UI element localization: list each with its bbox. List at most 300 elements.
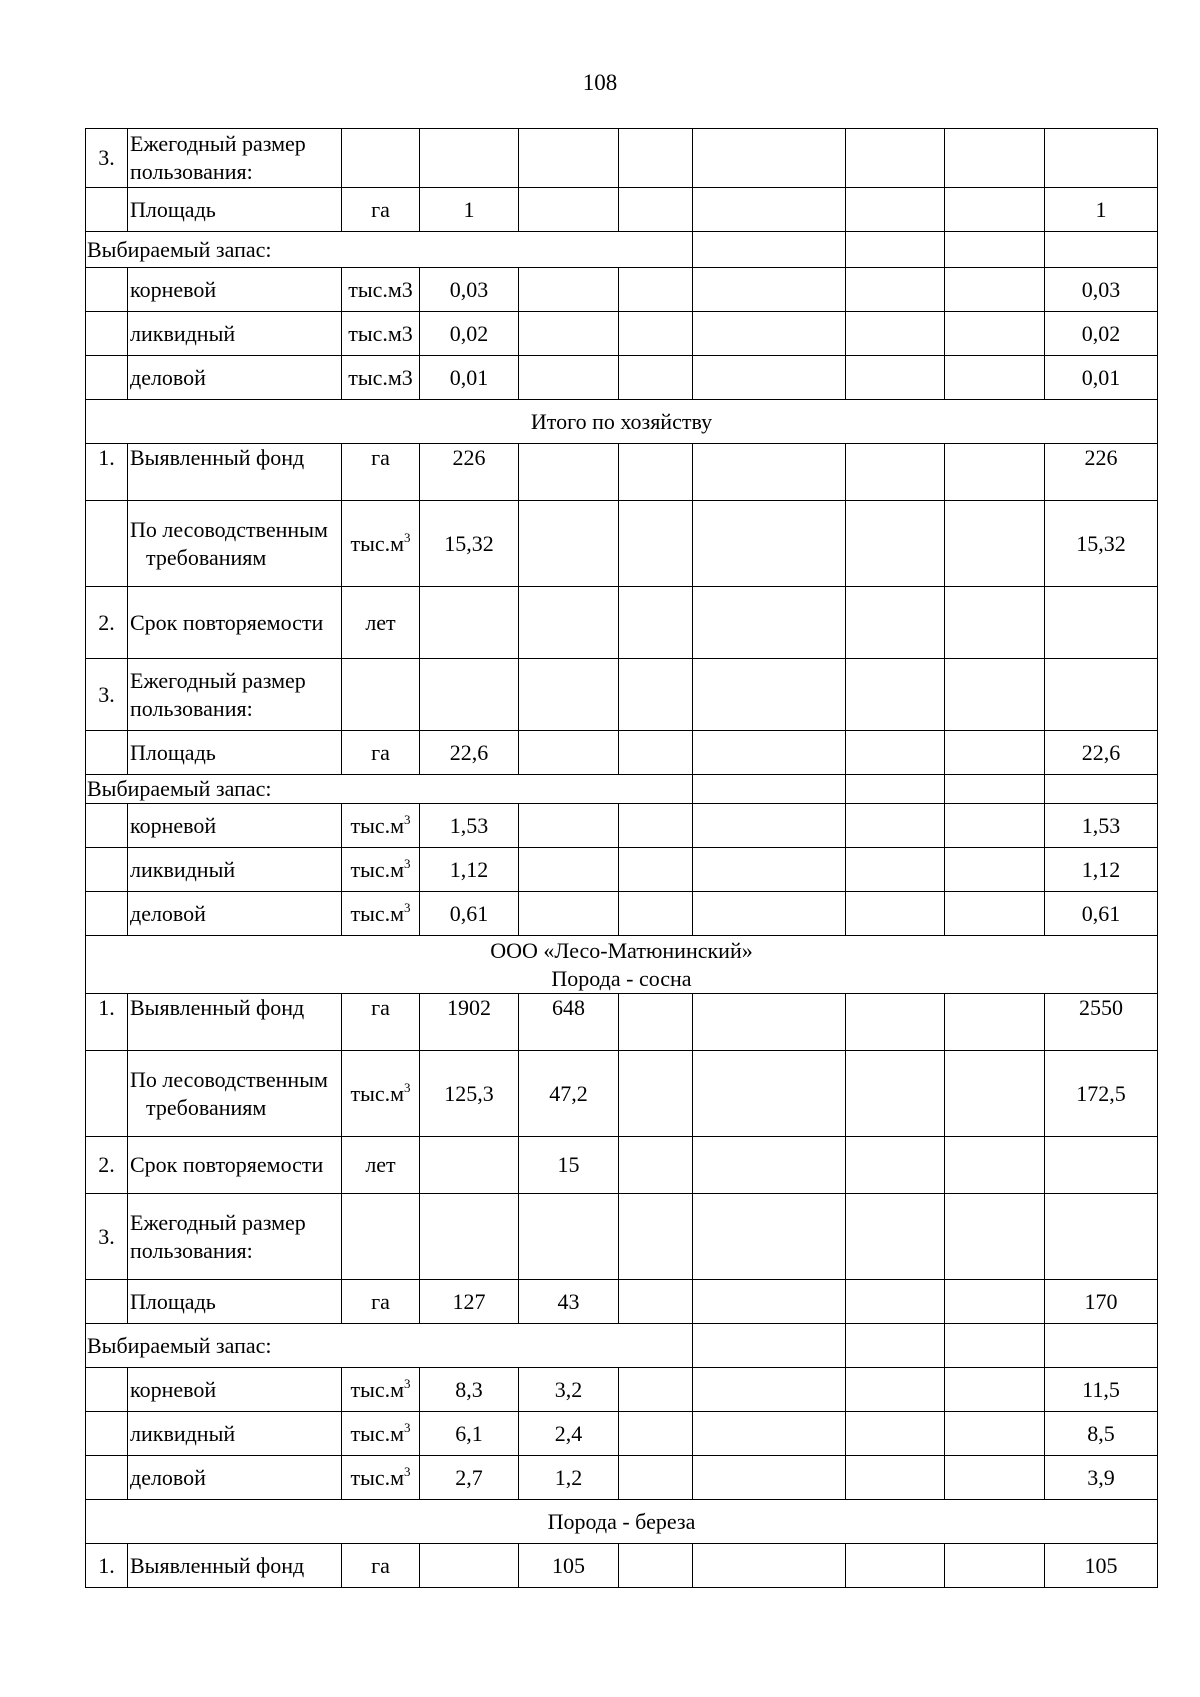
table-row xyxy=(86,659,1158,731)
value-text: 15,32 xyxy=(444,530,494,556)
col-7 xyxy=(846,775,945,804)
table-row xyxy=(86,1194,1158,1280)
table-row xyxy=(86,400,1158,444)
col-5 xyxy=(619,1412,693,1456)
value-col-1 xyxy=(420,444,519,501)
col-5 xyxy=(619,188,693,232)
col-5 xyxy=(619,356,693,400)
section-header xyxy=(86,936,1158,994)
row-label-text: ликвидный xyxy=(130,856,236,882)
value-text: 3,2 xyxy=(554,1376,583,1402)
row-label-text: По лесоводственным требованиям xyxy=(130,516,328,570)
col-6 xyxy=(693,994,846,1051)
table-row xyxy=(86,444,1158,501)
row-label xyxy=(128,1412,342,1456)
value-col-1 xyxy=(420,848,519,892)
total-text: 0,03 xyxy=(1081,276,1121,302)
value-text: 0,01 xyxy=(449,364,489,390)
row-number xyxy=(86,587,128,659)
col-6 xyxy=(693,1194,846,1280)
col-6 xyxy=(693,1456,846,1500)
col-8 xyxy=(945,1412,1045,1456)
value-text: 125,3 xyxy=(444,1080,494,1106)
row-unit-text: тыс.м xyxy=(350,812,405,838)
col-6 xyxy=(693,232,846,268)
col-6 xyxy=(693,268,846,312)
row-number xyxy=(86,804,128,848)
col-7 xyxy=(846,1324,945,1368)
row-unit xyxy=(342,659,420,731)
row-number xyxy=(86,444,128,501)
value-col-2 xyxy=(519,731,619,775)
col-7 xyxy=(846,312,945,356)
total-text: 0,02 xyxy=(1081,320,1121,346)
row-label xyxy=(128,731,342,775)
row-label xyxy=(128,1137,342,1194)
unit-superscript: 3 xyxy=(404,855,411,871)
table-row xyxy=(86,1280,1158,1324)
col-7 xyxy=(846,1194,945,1280)
col-8 xyxy=(945,1324,1045,1368)
row-unit-text: тыс.м xyxy=(350,1464,405,1490)
value-col-1 xyxy=(420,1137,519,1194)
col-8 xyxy=(945,268,1045,312)
row-unit xyxy=(342,994,420,1051)
col-5 xyxy=(619,1456,693,1500)
row-label xyxy=(128,312,342,356)
table-row xyxy=(86,268,1158,312)
subsection-label xyxy=(86,1324,693,1368)
table-row xyxy=(86,1456,1158,1500)
col-7 xyxy=(846,1368,945,1412)
row-label-text: Площадь xyxy=(130,739,216,765)
row-label xyxy=(128,268,342,312)
value-col-2 xyxy=(519,1051,619,1137)
row-number xyxy=(86,356,128,400)
value-col-1 xyxy=(420,1368,519,1412)
row-number-text: 1. xyxy=(98,995,115,1020)
value-col-1 xyxy=(420,129,519,188)
col-8 xyxy=(945,731,1045,775)
col-7 xyxy=(846,444,945,501)
col-7 xyxy=(846,994,945,1051)
value-total xyxy=(1045,892,1158,936)
value-text: 105 xyxy=(552,1552,585,1578)
row-unit xyxy=(342,188,420,232)
value-text: 648 xyxy=(552,995,585,1020)
col-5 xyxy=(619,1544,693,1588)
row-unit xyxy=(342,1368,420,1412)
col-7 xyxy=(846,659,945,731)
row-label-text: корневой xyxy=(130,1376,217,1402)
table-row xyxy=(86,1324,1158,1368)
unit-superscript: 3 xyxy=(404,1463,411,1479)
col-7 xyxy=(846,1456,945,1500)
value-col-1 xyxy=(420,312,519,356)
value-col-2 xyxy=(519,1456,619,1500)
table-row xyxy=(86,1137,1158,1194)
table-row xyxy=(86,1544,1158,1588)
value-total xyxy=(1045,501,1158,587)
row-unit xyxy=(342,1280,420,1324)
row-unit-text: га xyxy=(371,995,390,1020)
col-5 xyxy=(619,1368,693,1412)
row-number xyxy=(86,188,128,232)
row-unit xyxy=(342,587,420,659)
col-6 xyxy=(693,1368,846,1412)
row-number xyxy=(86,1280,128,1324)
value-text: 47,2 xyxy=(549,1080,588,1106)
row-label xyxy=(128,188,342,232)
value-col-1 xyxy=(420,1194,519,1280)
row-label-text: корневой xyxy=(130,812,217,838)
col-6 xyxy=(693,444,846,501)
value-col-1 xyxy=(420,356,519,400)
col-5 xyxy=(619,804,693,848)
value-text: 0,03 xyxy=(449,276,489,302)
row-number xyxy=(86,731,128,775)
value-col-2 xyxy=(519,268,619,312)
row-unit-text: га xyxy=(371,1552,390,1578)
value-text: 15 xyxy=(557,1152,580,1177)
value-col-1 xyxy=(420,731,519,775)
col-8 xyxy=(945,444,1045,501)
row-unit-text: тыс.м xyxy=(350,900,405,926)
col-7 xyxy=(846,268,945,312)
total-text: 172,5 xyxy=(1076,1080,1126,1106)
value-total xyxy=(1045,312,1158,356)
col-6 xyxy=(693,848,846,892)
col-8 xyxy=(945,1051,1045,1137)
value-col-2 xyxy=(519,129,619,188)
value-text: 1902 xyxy=(447,995,491,1020)
value-col-2 xyxy=(519,994,619,1051)
value-text: 226 xyxy=(452,445,486,470)
row-label-text: Срок повторяемости xyxy=(130,609,324,635)
col-5 xyxy=(619,1051,693,1137)
col-8 xyxy=(945,994,1045,1051)
unit-superscript: 3 xyxy=(404,811,411,827)
row-unit-text: тыс.м xyxy=(350,1420,405,1446)
table-row xyxy=(86,848,1158,892)
col-8 xyxy=(945,129,1045,188)
value-text: 8,3 xyxy=(455,1376,483,1402)
subsection-label-text: Выбираемый запас: xyxy=(87,776,272,801)
row-label xyxy=(128,444,342,501)
row-label-text: Выявленный фонд xyxy=(130,1552,305,1578)
row-unit-text: тыс.м3 xyxy=(348,276,413,302)
row-label xyxy=(128,892,342,936)
row-number-text: 1. xyxy=(98,1552,115,1578)
row-label-text: деловой xyxy=(130,1464,206,1490)
value-col-1 xyxy=(420,1456,519,1500)
row-label xyxy=(128,804,342,848)
row-unit xyxy=(342,129,420,188)
total-text: 0,01 xyxy=(1081,364,1121,390)
total-text: 15,32 xyxy=(1076,530,1126,556)
col-7 xyxy=(846,1137,945,1194)
col-total xyxy=(1045,1324,1158,1368)
table-row xyxy=(86,804,1158,848)
table-row xyxy=(86,129,1158,188)
value-total xyxy=(1045,731,1158,775)
col-total xyxy=(1045,232,1158,268)
col-6 xyxy=(693,501,846,587)
value-col-2 xyxy=(519,1412,619,1456)
col-8 xyxy=(945,804,1045,848)
col-8 xyxy=(945,659,1045,731)
value-text: 1 xyxy=(463,196,475,222)
col-6 xyxy=(693,731,846,775)
col-7 xyxy=(846,1544,945,1588)
forest-use-table xyxy=(85,128,1158,1588)
value-total xyxy=(1045,994,1158,1051)
col-6 xyxy=(693,356,846,400)
row-unit-text: га xyxy=(371,445,390,470)
col-5 xyxy=(619,501,693,587)
col-8 xyxy=(945,1368,1045,1412)
row-label-text: ликвидный xyxy=(130,1420,236,1446)
row-unit xyxy=(342,444,420,501)
col-5 xyxy=(619,659,693,731)
row-number xyxy=(86,1194,128,1280)
row-label-text: Выявленный фонд xyxy=(130,995,305,1020)
value-total xyxy=(1045,188,1158,232)
row-label-text: Срок повторяемости xyxy=(130,1152,324,1177)
row-label-text: Ежегодный размер пользования: xyxy=(130,131,306,184)
table-row xyxy=(86,587,1158,659)
row-label-text: Ежегодный размер пользования: xyxy=(130,667,306,721)
col-6 xyxy=(693,775,846,804)
row-number xyxy=(86,659,128,731)
col-5 xyxy=(619,892,693,936)
section-header-line: Итого по хозяйству xyxy=(530,408,713,434)
col-5 xyxy=(619,587,693,659)
col-6 xyxy=(693,1137,846,1194)
value-text: 2,7 xyxy=(455,1464,483,1490)
row-unit xyxy=(342,848,420,892)
row-unit xyxy=(342,312,420,356)
row-label xyxy=(128,1051,342,1137)
total-text: 3,9 xyxy=(1087,1464,1115,1490)
col-7 xyxy=(846,804,945,848)
value-col-2 xyxy=(519,444,619,501)
section-header xyxy=(86,400,1158,444)
col-8 xyxy=(945,232,1045,268)
total-text: 22,6 xyxy=(1081,739,1121,765)
value-text: 22,6 xyxy=(449,739,489,765)
value-total xyxy=(1045,444,1158,501)
value-text: 0,61 xyxy=(449,900,489,926)
row-unit-text: тыс.м xyxy=(350,1080,405,1106)
total-text: 1,53 xyxy=(1081,812,1121,838)
col-8 xyxy=(945,312,1045,356)
value-col-1 xyxy=(420,1544,519,1588)
unit-superscript: 3 xyxy=(404,1419,411,1435)
row-unit xyxy=(342,1137,420,1194)
col-7 xyxy=(846,356,945,400)
row-number xyxy=(86,501,128,587)
row-unit-text: тыс.м3 xyxy=(348,364,413,390)
col-6 xyxy=(693,1051,846,1137)
col-8 xyxy=(945,1280,1045,1324)
value-col-2 xyxy=(519,1194,619,1280)
row-number xyxy=(86,129,128,188)
value-total xyxy=(1045,1544,1158,1588)
subsection-label-text: Выбираемый запас: xyxy=(87,1332,272,1358)
value-total xyxy=(1045,1456,1158,1500)
col-5 xyxy=(619,1194,693,1280)
row-number xyxy=(86,312,128,356)
value-text: 1,2 xyxy=(554,1464,583,1490)
value-col-1 xyxy=(420,804,519,848)
col-6 xyxy=(693,587,846,659)
row-unit xyxy=(342,1456,420,1500)
col-5 xyxy=(619,731,693,775)
row-unit xyxy=(342,1412,420,1456)
total-text: 1 xyxy=(1095,196,1107,222)
row-number-text: 2. xyxy=(98,609,115,635)
col-8 xyxy=(945,775,1045,804)
col-7 xyxy=(846,188,945,232)
row-unit xyxy=(342,892,420,936)
col-6 xyxy=(693,1544,846,1588)
unit-superscript: 3 xyxy=(404,529,411,545)
row-number xyxy=(86,994,128,1051)
total-text: 170 xyxy=(1084,1288,1118,1314)
value-text: 6,1 xyxy=(455,1420,483,1446)
row-number xyxy=(86,1412,128,1456)
table-row xyxy=(86,232,1158,268)
col-8 xyxy=(945,501,1045,587)
value-total xyxy=(1045,587,1158,659)
table-row xyxy=(86,188,1158,232)
subsection-label xyxy=(86,232,693,268)
col-5 xyxy=(619,444,693,501)
col-7 xyxy=(846,731,945,775)
total-text: 8,5 xyxy=(1087,1420,1115,1446)
row-unit-text: тыс.м xyxy=(350,530,405,556)
total-text: 226 xyxy=(1084,445,1118,470)
section-header-line: ООО «Лесо-Матюнинский» xyxy=(490,937,753,963)
subsection-label-text: Выбираемый запас: xyxy=(87,236,272,262)
col-8 xyxy=(945,1194,1045,1280)
value-col-2 xyxy=(519,501,619,587)
col-5 xyxy=(619,268,693,312)
row-unit xyxy=(342,501,420,587)
unit-superscript: 3 xyxy=(404,1079,411,1095)
col-8 xyxy=(945,587,1045,659)
value-col-1 xyxy=(420,994,519,1051)
section-header-line: Порода - береза xyxy=(547,1508,696,1534)
row-unit xyxy=(342,356,420,400)
col-8 xyxy=(945,188,1045,232)
row-number xyxy=(86,1137,128,1194)
row-label-text: корневой xyxy=(130,276,217,302)
col-8 xyxy=(945,1544,1045,1588)
col-5 xyxy=(619,1280,693,1324)
row-number-text: 1. xyxy=(98,445,115,470)
row-number xyxy=(86,1456,128,1500)
row-label xyxy=(128,129,342,188)
col-7 xyxy=(846,848,945,892)
table-row xyxy=(86,1051,1158,1137)
row-number-text: 3. xyxy=(98,681,115,707)
row-label-text: ликвидный xyxy=(130,320,236,346)
table-row xyxy=(86,1500,1158,1544)
value-col-2 xyxy=(519,356,619,400)
col-6 xyxy=(693,1412,846,1456)
row-label-text: Площадь xyxy=(130,1288,216,1314)
value-col-1 xyxy=(420,501,519,587)
value-col-2 xyxy=(519,659,619,731)
row-unit-text: лет xyxy=(365,609,396,635)
value-col-2 xyxy=(519,587,619,659)
col-8 xyxy=(945,1456,1045,1500)
row-number-text: 3. xyxy=(98,1223,115,1249)
col-8 xyxy=(945,356,1045,400)
value-total xyxy=(1045,804,1158,848)
col-5 xyxy=(619,312,693,356)
row-label-text: Выявленный фонд xyxy=(130,445,305,470)
value-total xyxy=(1045,659,1158,731)
value-col-2 xyxy=(519,892,619,936)
row-number xyxy=(86,1368,128,1412)
row-label-text: Ежегодный размер пользования: xyxy=(130,1209,306,1263)
row-unit-text: га xyxy=(371,196,390,222)
col-total xyxy=(1045,775,1158,804)
subsection-label xyxy=(86,775,693,804)
row-unit-text: тыс.м3 xyxy=(348,320,413,346)
value-col-2 xyxy=(519,848,619,892)
col-5 xyxy=(619,994,693,1051)
row-unit xyxy=(342,1051,420,1137)
table-row xyxy=(86,775,1158,804)
row-label xyxy=(128,1544,342,1588)
value-col-1 xyxy=(420,587,519,659)
value-total xyxy=(1045,1137,1158,1194)
col-6 xyxy=(693,129,846,188)
value-total xyxy=(1045,848,1158,892)
value-col-1 xyxy=(420,1280,519,1324)
col-5 xyxy=(619,1137,693,1194)
page-number: 108 xyxy=(582,70,618,95)
col-7 xyxy=(846,129,945,188)
table-row xyxy=(86,501,1158,587)
value-text: 0,02 xyxy=(449,320,489,346)
table-row xyxy=(86,994,1158,1051)
col-6 xyxy=(693,659,846,731)
col-7 xyxy=(846,1412,945,1456)
unit-superscript: 3 xyxy=(404,899,411,915)
row-number xyxy=(86,892,128,936)
row-unit xyxy=(342,731,420,775)
table-row xyxy=(86,892,1158,936)
total-text: 0,61 xyxy=(1081,900,1121,926)
row-number xyxy=(86,848,128,892)
row-unit-text: тыс.м xyxy=(350,856,405,882)
value-col-2 xyxy=(519,1137,619,1194)
value-text: 127 xyxy=(452,1288,486,1314)
value-text: 43 xyxy=(557,1288,580,1314)
value-text: 1,53 xyxy=(449,812,489,838)
row-label xyxy=(128,501,342,587)
section-header xyxy=(86,1500,1158,1544)
col-7 xyxy=(846,501,945,587)
value-col-1 xyxy=(420,188,519,232)
row-unit-text: тыс.м xyxy=(350,1376,405,1402)
col-6 xyxy=(693,892,846,936)
